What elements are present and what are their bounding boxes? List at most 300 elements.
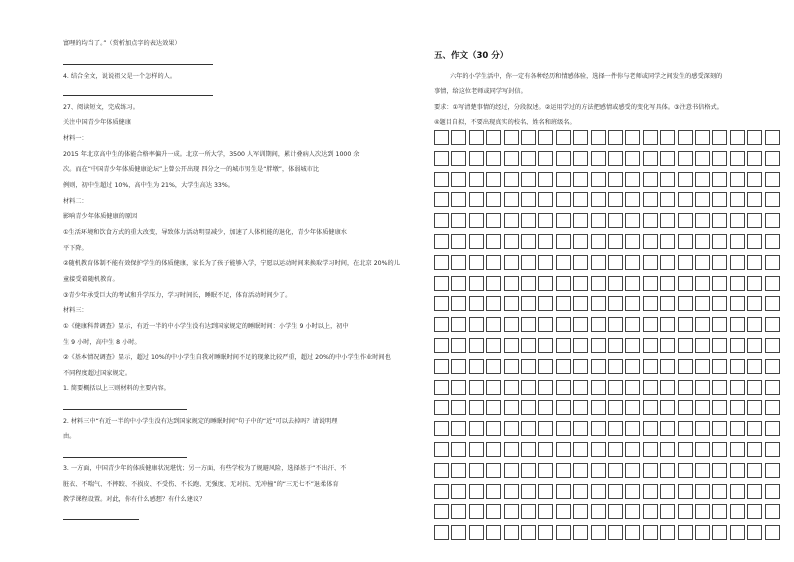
grid-cell[interactable] (625, 172, 640, 187)
grid-cell[interactable] (712, 192, 727, 207)
grid-cell[interactable] (747, 213, 762, 228)
grid-cell[interactable] (712, 296, 727, 311)
grid-cell[interactable] (504, 130, 519, 145)
composition-grid[interactable] (434, 130, 782, 546)
grid-cell[interactable] (556, 151, 571, 166)
grid-cell[interactable] (730, 192, 745, 207)
grid-cell[interactable] (486, 484, 501, 499)
grid-cell[interactable] (678, 525, 693, 540)
grid-cell[interactable] (608, 276, 623, 291)
grid-cell[interactable] (608, 296, 623, 311)
grid-cell[interactable] (747, 296, 762, 311)
grid-cell[interactable] (591, 151, 606, 166)
grid-cell[interactable] (573, 525, 588, 540)
grid-cell[interactable] (486, 442, 501, 457)
grid-cell[interactable] (712, 130, 727, 145)
grid-cell[interactable] (695, 296, 710, 311)
grid-cell[interactable] (643, 400, 658, 415)
grid-cell[interactable] (643, 463, 658, 478)
grid-cell[interactable] (678, 442, 693, 457)
grid-cell[interactable] (695, 213, 710, 228)
grid-cell[interactable] (695, 504, 710, 519)
grid-cell[interactable] (712, 172, 727, 187)
grid-cell[interactable] (504, 484, 519, 499)
grid-cell[interactable] (469, 213, 484, 228)
grid-cell[interactable] (434, 380, 449, 395)
grid-cell[interactable] (451, 442, 466, 457)
grid-cell[interactable] (521, 525, 536, 540)
grid-cell[interactable] (625, 484, 640, 499)
grid-cell[interactable] (521, 463, 536, 478)
grid-cell[interactable] (538, 525, 553, 540)
grid-cell[interactable] (538, 380, 553, 395)
grid-cell[interactable] (434, 442, 449, 457)
grid-cell[interactable] (765, 463, 780, 478)
grid-cell[interactable] (625, 234, 640, 249)
grid-cell[interactable] (451, 463, 466, 478)
grid-cell[interactable] (747, 359, 762, 374)
grid-cell[interactable] (643, 172, 658, 187)
grid-cell[interactable] (434, 151, 449, 166)
grid-cell[interactable] (608, 504, 623, 519)
grid-cell[interactable] (469, 172, 484, 187)
grid-cell[interactable] (765, 255, 780, 270)
grid-cell[interactable] (643, 380, 658, 395)
grid-cell[interactable] (486, 234, 501, 249)
answer-line[interactable] (63, 64, 213, 65)
grid-cell[interactable] (747, 463, 762, 478)
grid-cell[interactable] (678, 276, 693, 291)
grid-cell[interactable] (765, 484, 780, 499)
grid-cell[interactable] (486, 317, 501, 332)
grid-cell[interactable] (538, 151, 553, 166)
grid-cell[interactable] (678, 421, 693, 436)
grid-cell[interactable] (660, 504, 675, 519)
grid-cell[interactable] (556, 421, 571, 436)
grid-cell[interactable] (469, 234, 484, 249)
grid-cell[interactable] (469, 400, 484, 415)
answer-line[interactable] (63, 409, 187, 410)
grid-cell[interactable] (556, 442, 571, 457)
grid-cell[interactable] (625, 463, 640, 478)
grid-cell[interactable] (538, 130, 553, 145)
grid-cell[interactable] (573, 130, 588, 145)
grid-cell[interactable] (434, 213, 449, 228)
grid-cell[interactable] (643, 255, 658, 270)
grid-cell[interactable] (660, 484, 675, 499)
grid-cell[interactable] (573, 317, 588, 332)
grid-cell[interactable] (521, 359, 536, 374)
grid-cell[interactable] (765, 359, 780, 374)
grid-cell[interactable] (660, 151, 675, 166)
grid-cell[interactable] (608, 421, 623, 436)
grid-cell[interactable] (747, 484, 762, 499)
grid-cell[interactable] (486, 463, 501, 478)
grid-cell[interactable] (712, 463, 727, 478)
grid-cell[interactable] (591, 359, 606, 374)
grid-cell[interactable] (451, 234, 466, 249)
grid-cell[interactable] (591, 276, 606, 291)
grid-cell[interactable] (730, 276, 745, 291)
grid-cell[interactable] (678, 359, 693, 374)
grid-cell[interactable] (625, 442, 640, 457)
grid-cell[interactable] (504, 172, 519, 187)
answer-line[interactable] (63, 519, 139, 520)
grid-cell[interactable] (556, 525, 571, 540)
grid-cell[interactable] (695, 442, 710, 457)
grid-cell[interactable] (625, 421, 640, 436)
grid-cell[interactable] (660, 421, 675, 436)
grid-cell[interactable] (573, 421, 588, 436)
grid-cell[interactable] (451, 130, 466, 145)
grid-cell[interactable] (451, 359, 466, 374)
grid-cell[interactable] (451, 421, 466, 436)
grid-cell[interactable] (521, 421, 536, 436)
grid-cell[interactable] (504, 421, 519, 436)
grid-cell[interactable] (712, 359, 727, 374)
grid-cell[interactable] (573, 484, 588, 499)
grid-cell[interactable] (678, 130, 693, 145)
grid-cell[interactable] (504, 400, 519, 415)
grid-cell[interactable] (730, 317, 745, 332)
grid-cell[interactable] (486, 525, 501, 540)
grid-cell[interactable] (469, 276, 484, 291)
grid-cell[interactable] (591, 463, 606, 478)
grid-cell[interactable] (521, 380, 536, 395)
grid-cell[interactable] (556, 234, 571, 249)
grid-cell[interactable] (747, 380, 762, 395)
grid-cell[interactable] (504, 234, 519, 249)
grid-cell[interactable] (434, 421, 449, 436)
grid-cell[interactable] (765, 338, 780, 353)
grid-cell[interactable] (521, 484, 536, 499)
grid-cell[interactable] (573, 192, 588, 207)
grid-cell[interactable] (660, 380, 675, 395)
grid-cell[interactable] (451, 504, 466, 519)
grid-cell[interactable] (643, 276, 658, 291)
grid-cell[interactable] (608, 192, 623, 207)
grid-cell[interactable] (660, 442, 675, 457)
grid-cell[interactable] (434, 192, 449, 207)
grid-cell[interactable] (730, 296, 745, 311)
grid-cell[interactable] (695, 234, 710, 249)
grid-cell[interactable] (765, 421, 780, 436)
grid-cell[interactable] (469, 255, 484, 270)
grid-cell[interactable] (660, 338, 675, 353)
grid-cell[interactable] (695, 276, 710, 291)
grid-cell[interactable] (556, 463, 571, 478)
grid-cell[interactable] (765, 317, 780, 332)
grid-cell[interactable] (625, 338, 640, 353)
grid-cell[interactable] (556, 380, 571, 395)
grid-cell[interactable] (678, 172, 693, 187)
grid-cell[interactable] (625, 276, 640, 291)
grid-cell[interactable] (504, 338, 519, 353)
grid-cell[interactable] (608, 442, 623, 457)
grid-cell[interactable] (765, 400, 780, 415)
grid-cell[interactable] (712, 213, 727, 228)
grid-cell[interactable] (434, 484, 449, 499)
grid-cell[interactable] (625, 525, 640, 540)
grid-cell[interactable] (643, 442, 658, 457)
grid-cell[interactable] (469, 504, 484, 519)
grid-cell[interactable] (730, 359, 745, 374)
grid-cell[interactable] (712, 317, 727, 332)
grid-cell[interactable] (695, 151, 710, 166)
grid-cell[interactable] (556, 400, 571, 415)
grid-cell[interactable] (451, 317, 466, 332)
grid-cell[interactable] (643, 317, 658, 332)
grid-cell[interactable] (730, 255, 745, 270)
grid-cell[interactable] (678, 255, 693, 270)
grid-cell[interactable] (625, 296, 640, 311)
grid-cell[interactable] (469, 525, 484, 540)
grid-cell[interactable] (747, 317, 762, 332)
grid-cell[interactable] (765, 380, 780, 395)
grid-cell[interactable] (625, 192, 640, 207)
grid-cell[interactable] (556, 255, 571, 270)
grid-cell[interactable] (608, 463, 623, 478)
grid-cell[interactable] (486, 213, 501, 228)
grid-cell[interactable] (765, 213, 780, 228)
grid-cell[interactable] (625, 255, 640, 270)
grid-cell[interactable] (486, 151, 501, 166)
grid-cell[interactable] (573, 380, 588, 395)
grid-cell[interactable] (591, 338, 606, 353)
grid-cell[interactable] (747, 421, 762, 436)
grid-cell[interactable] (678, 296, 693, 311)
grid-cell[interactable] (695, 192, 710, 207)
grid-cell[interactable] (695, 463, 710, 478)
grid-cell[interactable] (765, 151, 780, 166)
grid-cell[interactable] (486, 504, 501, 519)
grid-cell[interactable] (451, 151, 466, 166)
grid-cell[interactable] (678, 234, 693, 249)
grid-cell[interactable] (434, 255, 449, 270)
grid-cell[interactable] (469, 359, 484, 374)
grid-cell[interactable] (695, 380, 710, 395)
grid-cell[interactable] (660, 276, 675, 291)
grid-cell[interactable] (747, 504, 762, 519)
grid-cell[interactable] (765, 192, 780, 207)
grid-cell[interactable] (469, 442, 484, 457)
grid-cell[interactable] (730, 525, 745, 540)
grid-cell[interactable] (504, 213, 519, 228)
grid-cell[interactable] (747, 400, 762, 415)
grid-cell[interactable] (678, 151, 693, 166)
grid-cell[interactable] (556, 296, 571, 311)
grid-cell[interactable] (434, 400, 449, 415)
grid-cell[interactable] (591, 484, 606, 499)
grid-cell[interactable] (486, 400, 501, 415)
grid-cell[interactable] (573, 400, 588, 415)
grid-cell[interactable] (434, 359, 449, 374)
grid-cell[interactable] (538, 400, 553, 415)
grid-cell[interactable] (608, 317, 623, 332)
grid-cell[interactable] (451, 338, 466, 353)
grid-cell[interactable] (521, 213, 536, 228)
grid-cell[interactable] (451, 192, 466, 207)
grid-cell[interactable] (608, 213, 623, 228)
grid-cell[interactable] (730, 234, 745, 249)
grid-cell[interactable] (765, 525, 780, 540)
grid-cell[interactable] (678, 213, 693, 228)
grid-cell[interactable] (678, 484, 693, 499)
grid-cell[interactable] (591, 317, 606, 332)
grid-cell[interactable] (730, 400, 745, 415)
grid-cell[interactable] (556, 359, 571, 374)
grid-cell[interactable] (556, 317, 571, 332)
grid-cell[interactable] (469, 317, 484, 332)
grid-cell[interactable] (451, 400, 466, 415)
grid-cell[interactable] (643, 151, 658, 166)
grid-cell[interactable] (765, 276, 780, 291)
grid-cell[interactable] (538, 338, 553, 353)
grid-cell[interactable] (643, 234, 658, 249)
grid-cell[interactable] (469, 192, 484, 207)
grid-cell[interactable] (538, 296, 553, 311)
grid-cell[interactable] (469, 463, 484, 478)
grid-cell[interactable] (573, 234, 588, 249)
grid-cell[interactable] (747, 276, 762, 291)
grid-cell[interactable] (521, 234, 536, 249)
grid-cell[interactable] (504, 317, 519, 332)
grid-cell[interactable] (747, 192, 762, 207)
grid-cell[interactable] (747, 151, 762, 166)
grid-cell[interactable] (451, 380, 466, 395)
grid-cell[interactable] (504, 380, 519, 395)
grid-cell[interactable] (538, 234, 553, 249)
grid-cell[interactable] (434, 317, 449, 332)
grid-cell[interactable] (573, 151, 588, 166)
grid-cell[interactable] (608, 255, 623, 270)
grid-cell[interactable] (712, 276, 727, 291)
grid-cell[interactable] (521, 130, 536, 145)
grid-cell[interactable] (486, 359, 501, 374)
grid-cell[interactable] (591, 380, 606, 395)
grid-cell[interactable] (434, 296, 449, 311)
grid-cell[interactable] (434, 504, 449, 519)
grid-cell[interactable] (747, 172, 762, 187)
grid-cell[interactable] (678, 338, 693, 353)
grid-cell[interactable] (747, 338, 762, 353)
grid-cell[interactable] (712, 255, 727, 270)
grid-cell[interactable] (469, 338, 484, 353)
grid-cell[interactable] (643, 130, 658, 145)
grid-cell[interactable] (712, 484, 727, 499)
grid-cell[interactable] (538, 442, 553, 457)
grid-cell[interactable] (660, 172, 675, 187)
grid-cell[interactable] (573, 255, 588, 270)
grid-cell[interactable] (556, 130, 571, 145)
grid-cell[interactable] (521, 255, 536, 270)
grid-cell[interactable] (556, 338, 571, 353)
grid-cell[interactable] (660, 192, 675, 207)
grid-cell[interactable] (486, 421, 501, 436)
grid-cell[interactable] (486, 172, 501, 187)
grid-cell[interactable] (625, 359, 640, 374)
grid-cell[interactable] (608, 234, 623, 249)
grid-cell[interactable] (573, 442, 588, 457)
grid-cell[interactable] (573, 338, 588, 353)
grid-cell[interactable] (504, 276, 519, 291)
grid-cell[interactable] (538, 421, 553, 436)
grid-cell[interactable] (538, 359, 553, 374)
grid-cell[interactable] (486, 255, 501, 270)
grid-cell[interactable] (434, 525, 449, 540)
grid-cell[interactable] (521, 338, 536, 353)
grid-cell[interactable] (591, 400, 606, 415)
grid-cell[interactable] (712, 234, 727, 249)
grid-cell[interactable] (660, 317, 675, 332)
grid-cell[interactable] (451, 525, 466, 540)
grid-cell[interactable] (538, 192, 553, 207)
grid-cell[interactable] (451, 213, 466, 228)
grid-cell[interactable] (486, 276, 501, 291)
grid-cell[interactable] (573, 172, 588, 187)
grid-cell[interactable] (660, 255, 675, 270)
grid-cell[interactable] (678, 192, 693, 207)
grid-cell[interactable] (660, 130, 675, 145)
grid-cell[interactable] (678, 504, 693, 519)
grid-cell[interactable] (608, 151, 623, 166)
grid-cell[interactable] (730, 151, 745, 166)
grid-cell[interactable] (608, 130, 623, 145)
grid-cell[interactable] (643, 213, 658, 228)
grid-cell[interactable] (712, 380, 727, 395)
grid-cell[interactable] (556, 504, 571, 519)
grid-cell[interactable] (678, 463, 693, 478)
grid-cell[interactable] (730, 380, 745, 395)
grid-cell[interactable] (521, 296, 536, 311)
grid-cell[interactable] (712, 525, 727, 540)
grid-cell[interactable] (504, 255, 519, 270)
grid-cell[interactable] (469, 421, 484, 436)
grid-cell[interactable] (538, 255, 553, 270)
grid-cell[interactable] (643, 484, 658, 499)
grid-cell[interactable] (504, 525, 519, 540)
grid-cell[interactable] (660, 359, 675, 374)
grid-cell[interactable] (608, 359, 623, 374)
grid-cell[interactable] (504, 504, 519, 519)
grid-cell[interactable] (573, 463, 588, 478)
grid-cell[interactable] (747, 525, 762, 540)
grid-cell[interactable] (504, 442, 519, 457)
grid-cell[interactable] (712, 338, 727, 353)
grid-cell[interactable] (538, 213, 553, 228)
grid-cell[interactable] (469, 130, 484, 145)
grid-cell[interactable] (730, 338, 745, 353)
grid-cell[interactable] (556, 213, 571, 228)
grid-cell[interactable] (730, 442, 745, 457)
grid-cell[interactable] (486, 130, 501, 145)
grid-cell[interactable] (504, 151, 519, 166)
grid-cell[interactable] (538, 317, 553, 332)
grid-cell[interactable] (434, 276, 449, 291)
grid-cell[interactable] (504, 192, 519, 207)
grid-cell[interactable] (712, 421, 727, 436)
grid-cell[interactable] (730, 130, 745, 145)
grid-cell[interactable] (625, 317, 640, 332)
grid-cell[interactable] (451, 172, 466, 187)
grid-cell[interactable] (747, 234, 762, 249)
grid-cell[interactable] (538, 484, 553, 499)
grid-cell[interactable] (695, 130, 710, 145)
grid-cell[interactable] (486, 380, 501, 395)
grid-cell[interactable] (556, 484, 571, 499)
grid-cell[interactable] (678, 317, 693, 332)
grid-cell[interactable] (538, 172, 553, 187)
